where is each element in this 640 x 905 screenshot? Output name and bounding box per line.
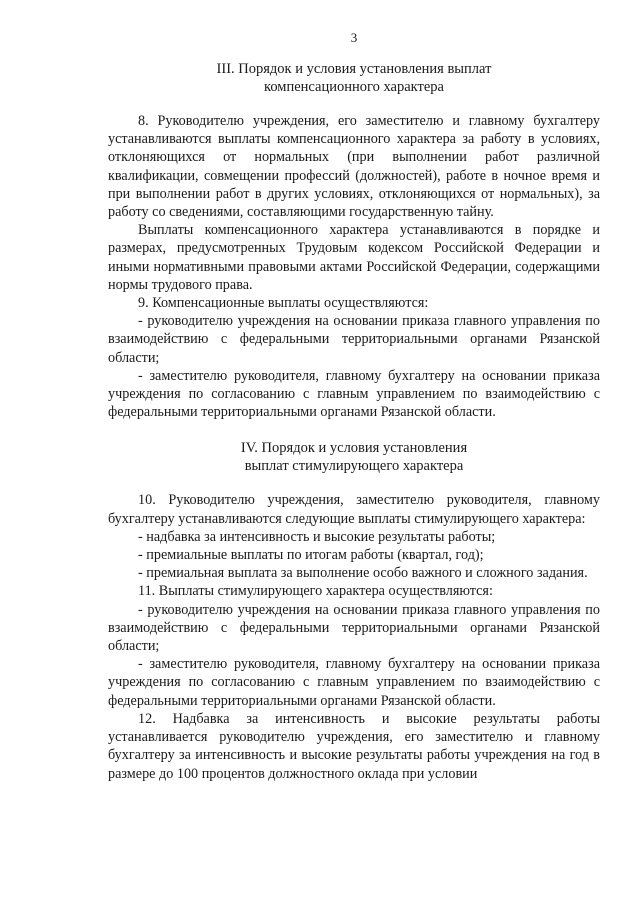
list-item-director: - руководителю учреждения на основании приказа главного управления по взаимодействию с федеральными территориальными органами Рязанской области; [108,313,600,366]
section-4-title-line-1: IV. Порядок и условия установления [240,440,468,457]
page-number: 3 [350,30,358,45]
section-3-title-line-2: компенсационного характера [264,79,444,95]
paragraph-12: 12. Надбавка за интенсивность и высокие результаты работы устанавливается руководителю учреждения, его заместителю и главному бухгалтеру за интенсивность и высокие результаты работы учреждения на год в размере до 100 процентов должностного оклада при условии [108,710,600,782]
paragraph-9: 9. Компенсационные выплаты осуществляются: [138,295,429,312]
paragraph-8: 8. Руководителю учреждения, его заместителю и главному бухгалтеру устанавливаются выплаты компенсационного характера за работу в условиях, отклоняющихся от нормальных (при выполнении работ различной квалификации, совмещении профессий (должностей), работе в ночное время и при выполнении работ в других условиях, отклоняющихся от нормальных), за работу со сведениями, составляющими государственную тайну. [108,113,600,221]
section-4-title [108,439,600,475]
paragraph-11: 11. Выплаты стимулирующего характера осуществляются: [138,583,493,600]
list-item-deputy-accountant: - заместителю руководителя, главному бухгалтеру на основании приказа учреждения по согласованию с главным управлением по взаимодействию с федеральными территориальными органами Рязанской области. [108,367,600,421]
list-item-deputy-accountant-incentive: - заместителю руководителя, главному бухгалтеру на основании приказа учреждения по согласованию с главным управлением по взаимодействию с федеральными территориальными органами Рязанской области. [108,656,600,709]
paragraph-compensation-order: Выплаты компенсационного характера устанавливаются в порядке и размерах, предусмотренных Трудовым кодексом Российской Федерации и иными нормативными правовыми актами Российской Федерации, содержащими нормы трудового права. [108,222,600,293]
list-item-period-bonus: - премиальные выплаты по итогам работы (квартал, год); [138,547,484,564]
list-item-special-task-bonus: - премиальная выплата за выполнение особо важного и сложного задания. [138,565,588,582]
list-item-director-incentive: - руководителю учреждения на основании приказа главного управления по взаимодействию с федеральными территориальными органами Рязанской области; [108,601,600,655]
section-4-title-line-2: выплат стимулирующего характера [244,458,464,475]
list-item-intensity-bonus: - надбавка за интенсивность и высокие результаты работы; [138,528,496,545]
section-3-title [108,60,600,96]
paragraph-10: 10. Руководителю учреждения, заместителю руководителя, главному бухгалтеру устанавливаются следующие выплаты стимулирующего характера: [108,492,600,527]
section-3-title-line-1: III. Порядок и условия установления выплат [216,61,492,77]
